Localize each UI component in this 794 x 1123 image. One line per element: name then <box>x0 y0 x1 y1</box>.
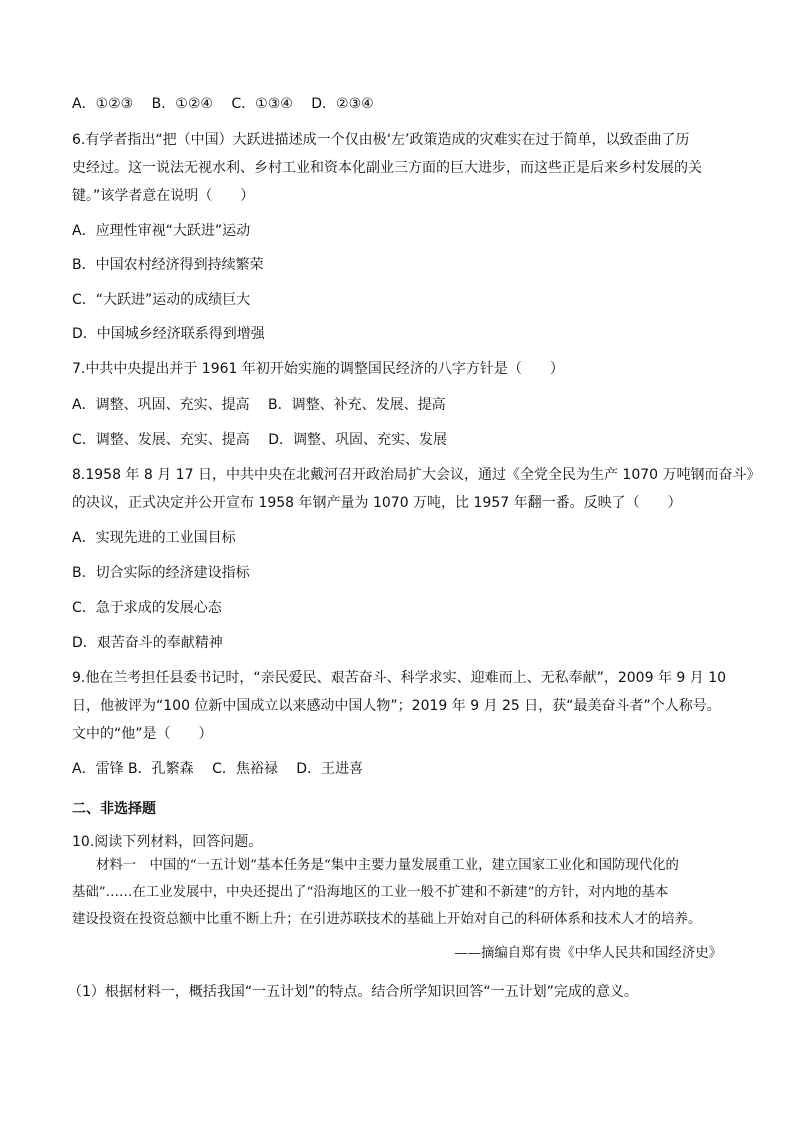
q6-option-d: D．中国城乡经济联系得到增强 <box>72 326 265 342</box>
q9-options: A．雷锋 B．孔繁森 C．焦裕禄 D．王进喜 <box>72 761 364 777</box>
q6-stem-line-1: 6.有学者指出“把（中国）大跃进描述成一个仅由极‘左’政策造成的灾难实在过于简单，以致歪曲了历 <box>72 132 690 148</box>
q8-stem-line-2: 的决议，正式决定并公开宣布 1958 年钢产量为 1070 万吨，比 1957 年翻一番。反映了（ ） <box>72 495 682 511</box>
q10-material-source: ——摘编自郑有贵《中华人民共和国经济史》 <box>454 946 722 961</box>
q7-options-ab: A．调整、巩固、充实、提高 B．调整、补充、发展、提高 <box>72 397 446 413</box>
q6-option-b: B．中国农村经济得到持续繁荣 <box>72 257 264 273</box>
q6-option-c: C．“大跃进”运动的成绩巨大 <box>72 292 251 308</box>
q9-stem-line-1: 9.他在兰考担任县委书记时，“亲民爱民、艰苦奋斗、科学求实、迎难而上、无私奉献”，2009 年 9 月 10 <box>72 670 727 686</box>
q7-options-cd: C．调整、发展、充实、提高 D．调整、巩固、充实、发展 <box>72 432 448 448</box>
q8-option-d: D．艰苦奋斗的奉献精神 <box>72 635 223 651</box>
q8-option-b: B．切合实际的经济建设指标 <box>72 565 250 581</box>
q10-subquestion-1: （1）根据材料一，概括我国“一五计划”的特点。结合所学知识回答“一五计划”完成的意义。 <box>68 984 638 1000</box>
q6-option-a: A．应理性审视“大跃进”运动 <box>72 223 251 239</box>
q10-material-line-2: 基础”……在工业发展中，中央还提出了“沿海地区的工业一般不扩建和不新建”的方针，对内地的基本 <box>72 885 669 900</box>
q6-stem-line-3: 键。”该学者意在说明（ ） <box>72 188 255 204</box>
q10-material-line-1: 材料一 中国的“一五计划”基本任务是“集中主要力量发展重工业，建立国家工业化和国防现代化的 <box>96 858 679 873</box>
q8-stem-line-1: 8.1958 年 8 月 17 日，中共中央在北戴河召开政治局扩大会议，通过《全党全民为生产 1070 万吨钢而奋斗》 <box>72 467 761 483</box>
q9-stem-line-2: 日，他被评为“100 位新中国成立以来感动中国人物”；2019 年 9 月 25 日，获“最美奋斗者”个人称号。 <box>72 698 721 714</box>
section-title-non-choice: 二、非选择题 <box>72 801 156 817</box>
q8-option-c: C．急于求成的发展心态 <box>72 600 222 616</box>
q8-option-a: A．实现先进的工业国目标 <box>72 530 236 546</box>
q10-stem: 10.阅读下列材料，回答问题。 <box>72 834 263 850</box>
q7-stem: 7.中共中央提出并于 1961 年初开始实施的调整国民经济的八字方针是（ ） <box>72 361 564 377</box>
q5-options: A．①②③ B．①②④ C．①③④ D．②③④ <box>72 96 374 112</box>
q6-stem-line-2: 史经过。这一说法无视水利、乡村工业和资本化副业三方面的巨大进步，而这些正是后来乡村发展的关 <box>72 160 702 176</box>
q10-material-line-3: 建设投资在投资总额中比重不断上升；在引进苏联技术的基础上开始对自己的科研体系和技术人才的培养。 <box>72 912 702 927</box>
q9-stem-line-3: 文中的“他”是（ ） <box>72 726 213 742</box>
